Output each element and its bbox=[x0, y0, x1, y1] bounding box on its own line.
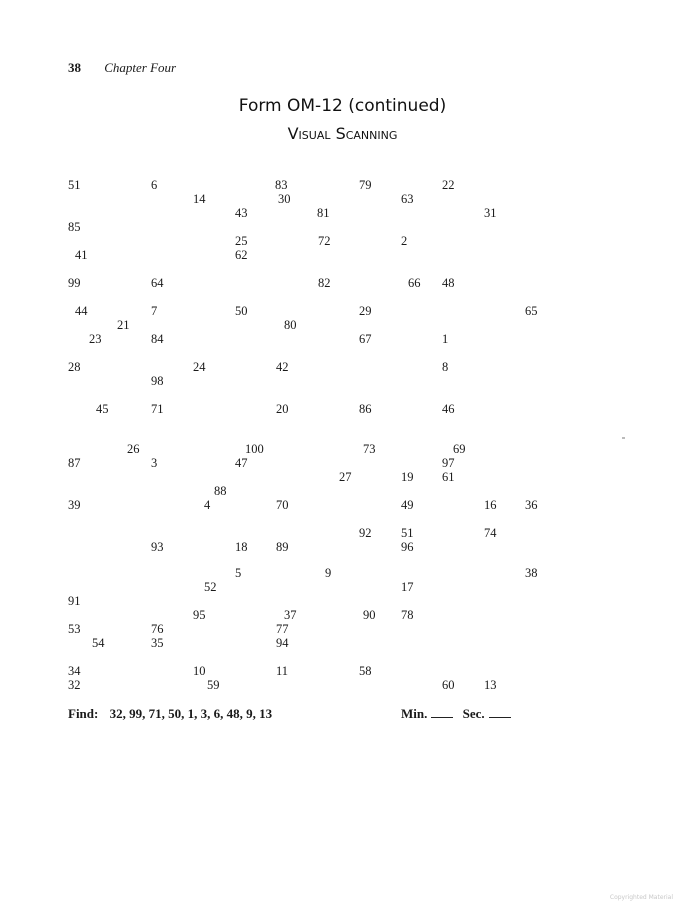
scan-number: 35 bbox=[151, 636, 164, 650]
scan-number: 3 bbox=[151, 456, 158, 470]
scan-number: 69 bbox=[453, 442, 466, 456]
scan-number: 44 bbox=[75, 304, 88, 318]
scan-number: 58 bbox=[359, 664, 372, 678]
scan-number: 61 bbox=[442, 470, 455, 484]
scan-number: 76 bbox=[151, 622, 164, 636]
scan-number: 98 bbox=[151, 374, 164, 388]
scan-number: 20 bbox=[276, 402, 289, 416]
scan-number: 46 bbox=[442, 402, 455, 416]
find-targets: 32, 99, 71, 50, 1, 3, 6, 48, 9, 13 bbox=[109, 706, 273, 721]
sec-label: Sec. bbox=[462, 706, 485, 721]
scan-number: 13 bbox=[484, 678, 497, 692]
scan-number: 96 bbox=[401, 540, 414, 554]
scan-number: 49 bbox=[401, 498, 414, 512]
scan-number: 45 bbox=[96, 402, 109, 416]
scan-number: 26 bbox=[127, 442, 140, 456]
scan-number: 28 bbox=[68, 360, 81, 374]
scan-number: 51 bbox=[68, 178, 81, 192]
scan-number: 19 bbox=[401, 470, 414, 484]
scan-number: 48 bbox=[442, 276, 455, 290]
chapter-title: Chapter Four bbox=[104, 60, 177, 75]
scan-number: 99 bbox=[68, 276, 81, 290]
scan-number: 80 bbox=[284, 318, 297, 332]
scan-number: 85 bbox=[68, 220, 81, 234]
scan-number: 63 bbox=[401, 192, 414, 206]
scan-number: 89 bbox=[276, 540, 289, 554]
form-title: Form OM-12 (continued) bbox=[238, 96, 447, 116]
scan-number: 21 bbox=[117, 318, 130, 332]
scan-number: 36 bbox=[525, 498, 538, 512]
scan-number: 83 bbox=[275, 178, 288, 192]
scan-number: 50 bbox=[235, 304, 248, 318]
scan-number: 92 bbox=[359, 526, 372, 540]
min-blank[interactable] bbox=[431, 706, 453, 718]
scan-number: 52 bbox=[204, 580, 217, 594]
scan-number: 81 bbox=[317, 206, 330, 220]
scan-number: 65 bbox=[525, 304, 538, 318]
scan-number: 86 bbox=[359, 402, 372, 416]
scan-number: 24 bbox=[193, 360, 206, 374]
scan-number: 66 bbox=[408, 276, 421, 290]
scan-number: 91 bbox=[68, 594, 81, 608]
scan-number: 60 bbox=[442, 678, 455, 692]
page-number: 38 bbox=[68, 60, 81, 75]
scan-number: 94 bbox=[276, 636, 289, 650]
scan-number: 100 bbox=[245, 442, 264, 456]
scan-number: 9 bbox=[325, 566, 332, 580]
scan-number: 51 bbox=[401, 526, 414, 540]
scan-number: 16 bbox=[484, 498, 497, 512]
section-title: Visual Scanning bbox=[287, 124, 398, 143]
timer-fields bbox=[401, 706, 517, 722]
scan-number: 8 bbox=[442, 360, 449, 374]
scan-number: 31 bbox=[484, 206, 497, 220]
scan-number: 6 bbox=[151, 178, 158, 192]
scan-number: 70 bbox=[276, 498, 289, 512]
min-label: Min. bbox=[401, 706, 428, 721]
scan-number: 97 bbox=[442, 456, 455, 470]
scan-number: 93 bbox=[151, 540, 164, 554]
scan-number: 42 bbox=[276, 360, 289, 374]
scan-number: 82 bbox=[318, 276, 331, 290]
scan-number: 73 bbox=[363, 442, 376, 456]
scan-number: 95 bbox=[193, 608, 206, 622]
scan-number: 34 bbox=[68, 664, 81, 678]
scan-number: 5 bbox=[235, 566, 242, 580]
scan-number: 14 bbox=[193, 192, 206, 206]
scan-number: 84 bbox=[151, 332, 164, 346]
scan-number: 18 bbox=[235, 540, 248, 554]
scan-number: 23 bbox=[89, 332, 102, 346]
scan-number: 38 bbox=[525, 566, 538, 580]
scan-number: 37 bbox=[284, 608, 297, 622]
scan-number: 53 bbox=[68, 622, 81, 636]
scan-number: 27 bbox=[339, 470, 352, 484]
scan-number: 29 bbox=[359, 304, 372, 318]
scan-number: 64 bbox=[151, 276, 164, 290]
scan-number: 2 bbox=[401, 234, 408, 248]
scan-number: 17 bbox=[401, 580, 414, 594]
scan-number: 39 bbox=[68, 498, 81, 512]
scan-number: 7 bbox=[151, 304, 158, 318]
scan-number: 62 bbox=[235, 248, 248, 262]
scan-number: 11 bbox=[276, 664, 289, 678]
scan-number: 59 bbox=[207, 678, 220, 692]
find-label: Find: bbox=[68, 706, 99, 721]
scan-mark bbox=[622, 437, 625, 439]
scan-number: 72 bbox=[318, 234, 331, 248]
scan-number: 67 bbox=[359, 332, 372, 346]
scan-number: 54 bbox=[92, 636, 105, 650]
scan-number: 1 bbox=[442, 332, 449, 346]
scan-number: 25 bbox=[235, 234, 248, 248]
scan-number: 32 bbox=[68, 678, 81, 692]
scan-number: 43 bbox=[235, 206, 248, 220]
scan-number: 4 bbox=[204, 498, 211, 512]
footer-note: Copyrighted Material bbox=[609, 894, 673, 901]
scan-number: 22 bbox=[442, 178, 455, 192]
scan-number: 78 bbox=[401, 608, 414, 622]
scan-number: 74 bbox=[484, 526, 497, 540]
find-instruction bbox=[68, 706, 272, 722]
scan-number: 47 bbox=[235, 456, 248, 470]
sec-blank[interactable] bbox=[489, 706, 511, 718]
scan-number: 79 bbox=[359, 178, 372, 192]
scan-number: 30 bbox=[278, 192, 291, 206]
scan-number: 77 bbox=[276, 622, 289, 636]
scan-number: 87 bbox=[68, 456, 81, 470]
scan-number: 10 bbox=[193, 664, 206, 678]
scan-number: 71 bbox=[151, 402, 164, 416]
scan-number: 90 bbox=[363, 608, 376, 622]
scan-number: 88 bbox=[214, 484, 227, 498]
scan-number: 41 bbox=[75, 248, 88, 262]
